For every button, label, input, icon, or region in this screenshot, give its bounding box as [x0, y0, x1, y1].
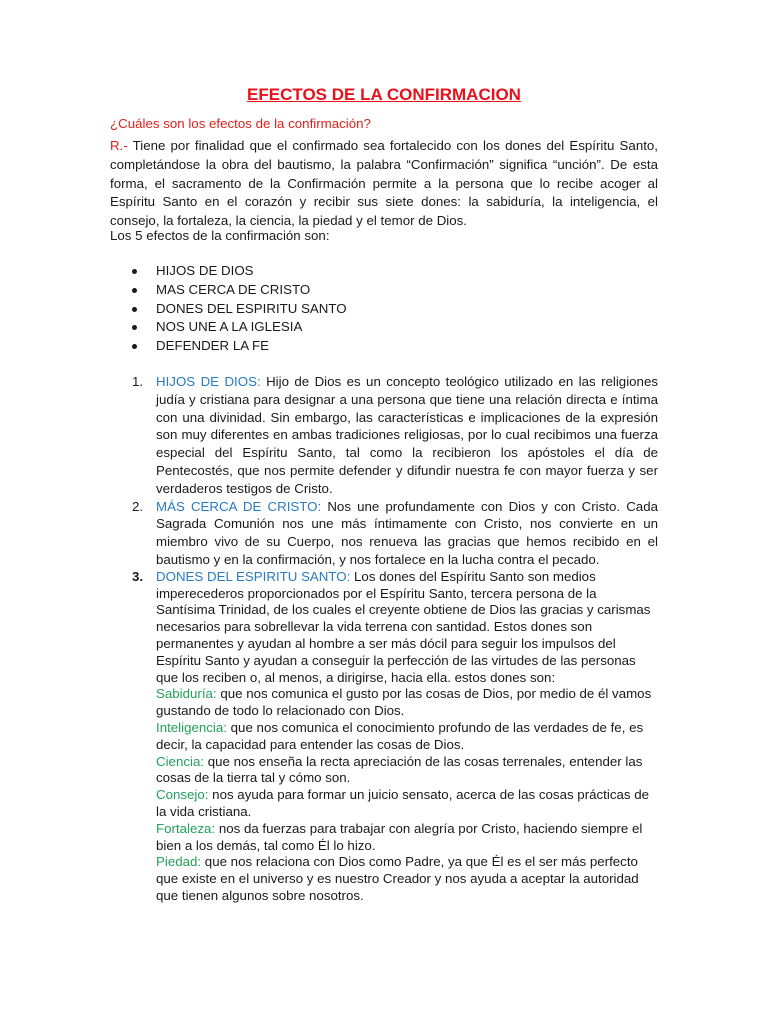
item-heading: DONES DEL ESPIRITU SANTO: — [156, 568, 351, 584]
item-text: Hijo de Dios es un concepto teológico utilizado en las religiones judía y cristiana para designar a una persona que tiene una relación directa e íntima con una divinidad. Sin embargo, las características e implicaciones de la expresión son muy diferentes en ambas tradiciones religiosas, por lo cual recibimos una fuerza especial del Espíritu Santo, tal como la recibieron los apóstoles el día de Pentecostés, que nos permite defender y difundir nuestra fe con mayor fuerza y ser verdaderos testigos de Cristo. — [156, 374, 658, 496]
question-text: ¿Cuáles son los efectos de la confirmación? — [110, 116, 371, 131]
list-item: DONES DEL ESPIRITU SANTO — [110, 300, 347, 319]
list-item: NOS UNE A LA IGLESIA — [110, 318, 347, 337]
gift-fortaleza — [156, 821, 658, 855]
gift-description: que nos relaciona con Dios como Padre, ya que Él es el ser más perfecto que existe en el universo y es nuestro Creador y nos ayuda a aceptar la autoridad que tienen algunos sobre nosotros. — [156, 854, 639, 903]
gift-description: nos da fuerzas para trabajar con alegría por Cristo, haciendo siempre el bien a los demás, tal como Él lo hizo. — [156, 820, 643, 853]
gift-name: Consejo: — [156, 787, 209, 803]
effects-bullet-list — [110, 262, 347, 356]
gift-name: Inteligencia: — [156, 719, 227, 735]
gift-piedad — [156, 854, 658, 904]
gift-name: Piedad: — [156, 854, 202, 870]
effects-numbered-list — [110, 373, 658, 905]
item-text: Nos une profundamente con Dios y con Cristo. Cada Sagrada Comunión nos une más íntimamente con Cristo, nos convierte en un miembro vivo de su Cuerpo, nos renueva las gracias que hemos recibido en el bautismo y en la confirmación, y nos fortalece en la lucha contra el pecado. — [156, 498, 658, 567]
list-item: MAS CERCA DE CRISTO — [110, 281, 347, 300]
gift-name: Sabiduría: — [156, 686, 217, 702]
item-paragraph — [156, 498, 658, 569]
answer-paragraph — [110, 137, 658, 231]
gift-inteligencia — [156, 720, 658, 754]
item-text: Los dones del Espíritu Santo son medios imperecederos proporcionados por el Espíritu Santo, tercera persona de la Santísima Trinidad, de los cuales el creyente obtiene de Dios las gracias y carismas necesarios para sobrellevar la vida terrena con santidad. Estos dones son permanentes y ayudan al hombre a ser más dócil para seguir los impulsos del Espíritu Santo y ayudan a conseguir la perfección de las virtudes de las personas que los reciben o, al menos, a dirigirse, hacia ella. estos dones son: — [156, 568, 651, 685]
gift-description: que nos enseña la recta apreciación de las cosas terrenales, entender las cosas de la tierra tal y cómo son. — [156, 753, 643, 786]
list-item — [110, 498, 658, 569]
item-number: 2. — [132, 498, 144, 514]
list-item: DEFENDER LA FE — [110, 337, 347, 356]
answer-text: Tiene por finalidad que el confirmado sea fortalecido con los dones del Espíritu Santo, completándose la obra del bautismo, la palabra “Confirmación” significa “unción”. De esta forma, el sacramento de la Confirmación permite a la persona que lo recibe acoger al Espíritu Santo en el corazón y recibir sus siete dones: la sabiduría, la inteligencia, el consejo, la fortaleza, la ciencia, la piedad y el temor de Dios. — [110, 138, 658, 229]
item-paragraph — [156, 373, 658, 498]
gift-ciencia — [156, 754, 658, 788]
gift-description: que nos comunica el conocimiento profundo de las verdades de fe, es decir, la capacidad para entender las cosas de Dios. — [156, 719, 644, 752]
effects-intro: Los 5 efectos de la confirmación son: — [110, 228, 330, 243]
list-item — [110, 569, 658, 905]
gift-description: nos ayuda para formar un juicio sensato, acerca de las cosas prácticas de la vida cristiana. — [156, 787, 649, 819]
list-item: HIJOS DE DIOS — [110, 262, 347, 281]
item-heading: HIJOS DE DIOS: — [156, 374, 261, 389]
item-number: 1. — [132, 374, 144, 389]
item-number: 3. — [132, 568, 144, 584]
page-title: EFECTOS DE LA CONFIRMACION — [247, 85, 521, 104]
gift-name: Ciencia: — [156, 753, 205, 769]
list-item — [110, 373, 658, 498]
gift-description: que nos comunica el gusto por las cosas de Dios, por medio de él vamos gustando de todo lo relacionado con Dios. — [156, 686, 652, 719]
gift-sabiduria — [156, 686, 658, 720]
answer-prefix: R.- — [110, 138, 128, 153]
item-paragraph — [156, 569, 658, 687]
gift-name: Fortaleza: — [156, 820, 216, 836]
item-heading: MÁS CERCA DE CRISTO: — [156, 498, 322, 514]
gift-consejo — [156, 787, 658, 821]
